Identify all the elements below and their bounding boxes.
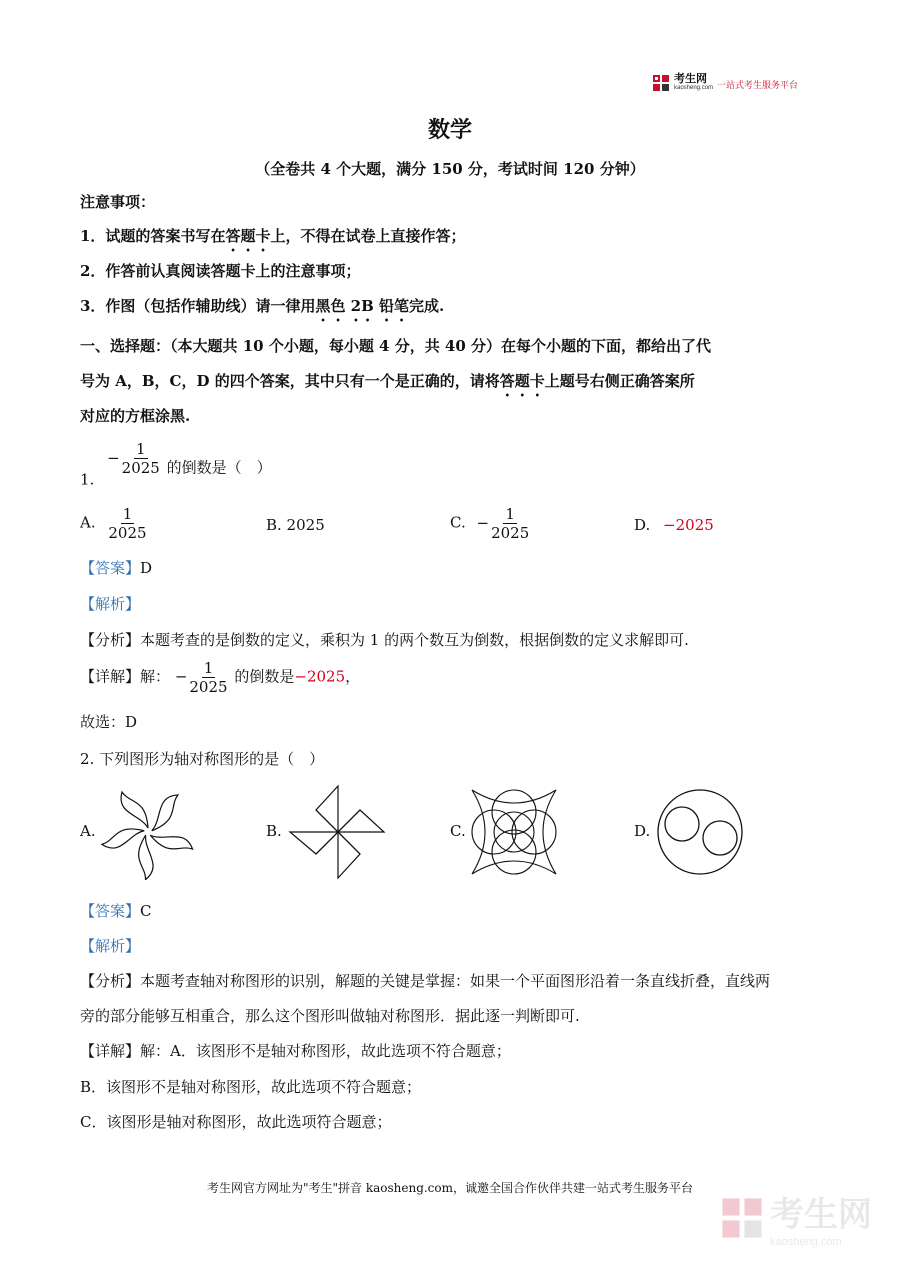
q1-option-c-label: C. [450,513,466,532]
q2-stem: 2. 下列图形为轴对称图形的是（ ） [80,750,325,768]
q2-analysis-tag: 【解析】 [80,937,141,955]
notice-item-3-b: 完成. [409,297,445,315]
q2-figure-d [656,788,744,876]
q1-xiangjie [80,659,360,696]
q1-fenxi-text: 本题考查的是倒数的定义，乘积为 1 的两个数互为倒数，根据倒数的定义求解即可. [140,631,689,649]
q2-option-b-label: B. [266,822,282,840]
q1-option-a-fraction [106,505,148,542]
q2-option-d-label: D. [634,822,651,840]
q1-conclusion: 故选：D [80,713,138,731]
q1-xiangjie-c: ， [345,667,361,686]
q1-option-a-num: 1 [122,505,133,523]
q1-neg: − [107,448,120,467]
section1-line-1: 一、选择题：（本大题共 10 个小题，每小题 4 分，共 40 分）在每个小题的下面，都给出了代 [80,337,712,355]
q1-answer-value: D [140,559,153,577]
logo-domain: kaosheng.com [674,85,714,91]
q2-option-c-label: C. [450,822,466,840]
q1-option-d-value: −2025 [663,516,714,534]
q1-option-a-label: A. [80,513,96,532]
site-logo [652,74,798,92]
q1-option-b: B. 2025 [266,516,325,534]
q1-xiangjie-tag: 【详解】 [80,667,141,686]
watermark [720,1187,872,1248]
notice-item-2: 2．作答前认真阅读答题卡上的注意事项； [80,262,361,280]
q2-xiangjie-a [80,1040,511,1061]
leaf-shape-4 [124,835,167,880]
q2-figure-c [468,786,560,878]
q1-fraction [120,440,162,477]
leaf-shape-5 [102,820,145,857]
notice-item-1 [80,225,465,255]
section1-line-2 [80,370,695,400]
logo-mark-icon [652,74,670,92]
q1-option-d-label: D. [634,516,651,534]
notice-item-3 [80,295,444,325]
q1-xiangjie-neg: − [174,667,188,686]
q1-fenxi [80,629,689,650]
q2-xiangjie-tag: 【详解】 [80,1042,141,1060]
q2-answer-tag: 【答案】 [80,902,141,920]
notice-item-1-b: 上，不得在试卷上直接作答； [270,227,466,245]
q2-figure-b [286,784,390,880]
logo-name: 考生网 [674,73,707,85]
q2-xiangjie-line-a: 解：A．该图形不是轴对称图形，故此选项不符合题意； [140,1042,511,1060]
notice-item-1-a: 1．试题的答案书写在 [80,227,226,245]
logo-slogan: 一站式考生服务平台 [717,79,799,90]
section1-line-2-b: 上题号右侧正确答案所 [544,372,695,390]
watermark-logo-icon [720,1196,764,1240]
section1-line-2-emph: 答题卡 [499,372,545,390]
q1-stem-text: 的倒数是（ ） [166,458,272,477]
notice-heading: 注意事项： [80,193,156,211]
q1-xiangjie-fraction [187,659,229,696]
watermark-domain: kaosheng.com [770,1236,842,1248]
q2-option-a-label: A. [80,822,96,840]
q1-option-c-num: 1 [505,505,515,523]
notice-item-3-emph: 黑色 2B 铅笔 [315,297,410,315]
q1-fraction-den: 2025 [121,459,160,477]
notice-item-3-a: 3．作图（包括作辅助线）请一律用 [80,297,316,315]
q2-figure-a [100,784,196,880]
q1-option-a [80,505,149,542]
leaf-shape-2 [143,794,186,831]
q1-xiangjie-num: 1 [203,659,214,677]
q2-answer-value: C [140,902,152,920]
q2-answer [80,900,152,921]
section1-line-2-a: 号为 A，B，C，D 的四个答案，其中只有一个是正确的，请将 [80,372,500,390]
q2-xiangjie-line-b: B．该图形不是轴对称图形，故此选项不符合题意； [80,1078,422,1096]
q1-stem [80,440,272,489]
notice-item-1-emph: 答题卡 [225,227,271,245]
q1-xiangjie-value: −2025 [294,667,346,686]
q1-option-d [634,516,714,534]
page-footer: 考生网官方网址为"考生"拼音 kaosheng.com，诚邀全国合作伙伴共建一站式考生服务平台 [206,1181,694,1195]
q1-fraction-num: 1 [135,440,146,458]
q2-fenxi-text-1: 本题考查轴对称图形的识别，解题的关键是掌握：如果一个平面图形沿着一条直线折叠，直线两 [140,972,771,990]
q1-number: 1. [80,470,95,489]
q1-xiangjie-a: 解： [140,667,171,686]
q2-fenxi-line-1 [80,970,770,991]
q2-fenxi-line-2: 旁的部分能够互相重合，那么这个图形叫做轴对称图形．据此逐一判断即可. [80,1007,580,1025]
q1-fenxi-tag: 【分析】 [80,631,141,649]
q1-option-c-fraction [489,505,531,542]
page-subtitle: （全卷共 4 个大题，满分 150 分，考试时间 120 分钟） [255,160,645,178]
watermark-name: 考生网 [770,1196,872,1234]
page-title: 数学 [427,117,472,143]
q1-xiangjie-den: 2025 [189,678,228,696]
q1-answer [80,557,152,578]
q1-option-c-neg: − [476,513,490,532]
q1-option-a-den: 2025 [108,524,147,542]
q1-xiangjie-b: 的倒数是 [234,667,295,686]
q1-option-c [450,505,531,542]
q1-option-c-den: 2025 [491,524,530,542]
q1-analysis-tag: 【解析】 [80,595,141,613]
q2-xiangjie-line-c: C．该图形是轴对称图形，故此选项符合题意； [80,1113,392,1131]
leaf-shape-1 [121,792,148,828]
leaf-shape-3 [150,819,193,864]
q2-fenxi-tag: 【分析】 [80,972,141,990]
q1-answer-tag: 【答案】 [80,559,141,577]
section1-line-3: 对应的方框涂黑. [80,407,191,425]
